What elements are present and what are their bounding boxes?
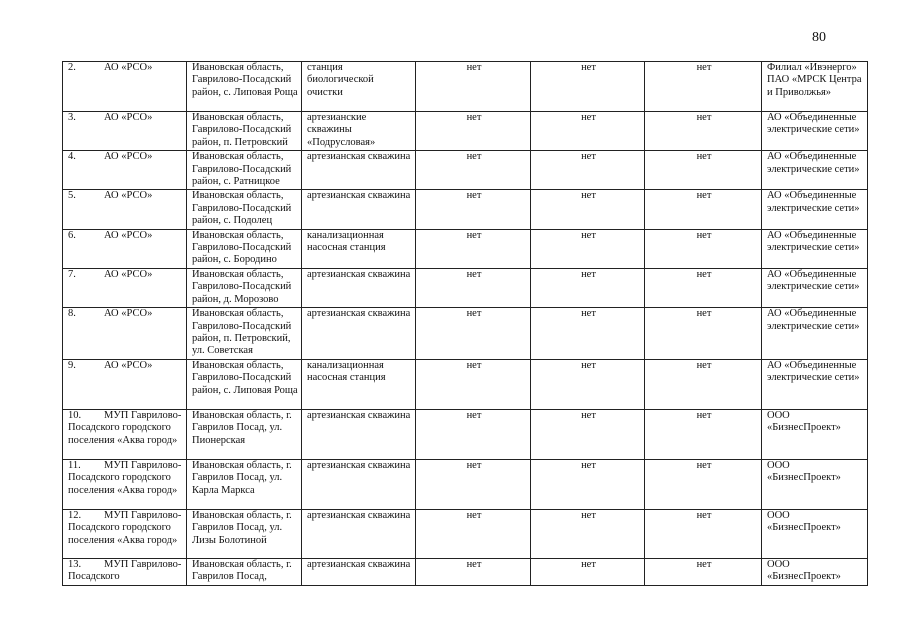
object-cell: канализационная насосная станция	[302, 359, 416, 409]
table-row	[63, 190, 868, 229]
flag-cell: нет	[645, 229, 762, 268]
flag-cell: нет	[531, 229, 645, 268]
org-name: АО «РСО»	[104, 151, 153, 163]
org-name: АО «РСО»	[104, 268, 153, 280]
address-cell: Ивановская область, г. Гаврилов Посад,	[187, 558, 302, 585]
table-row	[63, 459, 868, 509]
flag-cell: нет	[531, 308, 645, 360]
org-name: АО «РСО»	[104, 359, 153, 371]
address-cell: Ивановская область, Гаврилово-Посадский район, п. Петровский, ул. Советская	[187, 308, 302, 360]
flag-cell: нет	[645, 151, 762, 190]
flag-cell: нет	[645, 459, 762, 509]
row-number: 8.	[68, 308, 76, 320]
org-cell	[63, 112, 187, 151]
infrastructure-table	[62, 61, 868, 586]
supplier-cell: АО «Объединенные электрические сети»	[762, 151, 868, 190]
table-row	[63, 409, 868, 459]
object-cell: артезианская скважина	[302, 190, 416, 229]
org-name: АО «РСО»	[104, 112, 153, 123]
flag-cell: нет	[645, 268, 762, 307]
row-number: 11.	[68, 459, 81, 471]
flag-cell: нет	[531, 62, 645, 112]
object-cell: станция биологической очистки	[302, 62, 416, 112]
flag-cell: нет	[645, 112, 762, 151]
table-row	[63, 558, 868, 585]
flag-cell: нет	[531, 558, 645, 585]
flag-cell: нет	[645, 62, 762, 112]
table-row	[63, 359, 868, 409]
object-cell: канализационная насосная станция	[302, 229, 416, 268]
address-cell: Ивановская область, Гаврилово-Посадский район, с. Ратницкое	[187, 151, 302, 190]
address-cell: Ивановская область, г. Гаврилов Посад, ул. Карла Маркса	[187, 459, 302, 509]
flag-cell: нет	[416, 308, 531, 360]
row-number: 5.	[68, 190, 76, 202]
table-row	[63, 151, 868, 190]
supplier-cell: АО «Объединенные электрические сети»	[762, 229, 868, 268]
flag-cell: нет	[531, 509, 645, 558]
supplier-cell: АО «Объединенные электрические сети»	[762, 308, 868, 360]
object-cell: артезианская скважина	[302, 151, 416, 190]
table-row	[63, 62, 868, 112]
flag-cell: нет	[645, 558, 762, 585]
address-cell: Ивановская область, Гаврилово-Посадский район, д. Морозово	[187, 268, 302, 307]
address-cell: Ивановская область, Гаврилово-Посадский район, с. Подолец	[187, 190, 302, 229]
object-cell: артезианская скважина	[302, 558, 416, 585]
flag-cell: нет	[531, 409, 645, 459]
table-row	[63, 509, 868, 558]
supplier-cell: ООО «БизнесПроект»	[762, 509, 868, 558]
row-number: 4.	[68, 151, 76, 163]
flag-cell: нет	[416, 558, 531, 585]
row-number: 2.	[68, 62, 76, 73]
org-cell	[63, 308, 187, 360]
supplier-cell: АО «Объединенные электрические сети»	[762, 359, 868, 409]
flag-cell: нет	[416, 229, 531, 268]
object-cell: артезианская скважина	[302, 459, 416, 509]
supplier-cell: ООО «БизнесПроект»	[762, 459, 868, 509]
address-cell: Ивановская область, г. Гаврилов Посад, ул. Лизы Болотиной	[187, 509, 302, 558]
org-name: МУП Гаврилово-Посадского городского поселения «Аква город»	[68, 459, 182, 496]
supplier-cell: АО «Объединенные электрические сети»	[762, 112, 868, 151]
org-name: МУП Гаврилово-Посадского городского поселения «Аква город»	[68, 409, 182, 446]
flag-cell: нет	[645, 308, 762, 360]
flag-cell: нет	[416, 151, 531, 190]
flag-cell: нет	[416, 190, 531, 229]
flag-cell: нет	[416, 509, 531, 558]
flag-cell: нет	[531, 359, 645, 409]
row-number: 13.	[68, 558, 82, 570]
flag-cell: нет	[531, 151, 645, 190]
flag-cell: нет	[645, 359, 762, 409]
supplier-cell: АО «Объединенные электрические сети»	[762, 190, 868, 229]
row-number: 3.	[68, 112, 76, 123]
org-cell	[63, 359, 187, 409]
row-number: 9.	[68, 359, 76, 371]
flag-cell: нет	[531, 268, 645, 307]
supplier-cell: Филиал «Ивэнерго» ПАО «МРСК Центра и Приволжья»	[762, 62, 868, 112]
row-number: 6.	[68, 229, 76, 241]
table-row	[63, 308, 868, 360]
flag-cell: нет	[416, 268, 531, 307]
object-cell: артезианская скважина	[302, 509, 416, 558]
row-number: 12.	[68, 509, 82, 521]
org-cell	[63, 151, 187, 190]
org-name: АО «РСО»	[104, 308, 153, 320]
flag-cell: нет	[531, 459, 645, 509]
org-cell	[63, 190, 187, 229]
flag-cell: нет	[416, 112, 531, 151]
address-cell: Ивановская область, г. Гаврилов Посад, ул. Пионерская	[187, 409, 302, 459]
flag-cell: нет	[531, 112, 645, 151]
address-cell: Ивановская область, Гаврилово-Посадский район, с. Липовая Роща	[187, 62, 302, 112]
object-cell: артезианская скважина	[302, 308, 416, 360]
address-cell: Ивановская область, Гаврилово-Посадский район, с. Бородино	[187, 229, 302, 268]
address-cell: Ивановская область, Гаврилово-Посадский район, с. Липовая Роща	[187, 359, 302, 409]
org-cell	[63, 459, 187, 509]
address-cell: Ивановская область, Гаврилово-Посадский район, п. Петровский	[187, 112, 302, 151]
table-row	[63, 229, 868, 268]
org-name: МУП Гаврилово-Посадского городского поселения «Аква город»	[68, 509, 182, 546]
supplier-cell: ООО «БизнесПроект»	[762, 558, 868, 585]
row-number: 7.	[68, 268, 76, 280]
org-cell	[63, 268, 187, 307]
flag-cell: нет	[416, 62, 531, 112]
flag-cell: нет	[645, 190, 762, 229]
org-cell	[63, 409, 187, 459]
supplier-cell: ООО «БизнесПроект»	[762, 409, 868, 459]
org-name: МУП Гаврилово-Посадского	[68, 558, 182, 583]
flag-cell: нет	[416, 359, 531, 409]
org-name: АО «РСО»	[104, 229, 153, 241]
org-cell	[63, 558, 187, 585]
table-row	[63, 268, 868, 307]
flag-cell: нет	[531, 190, 645, 229]
org-cell	[63, 229, 187, 268]
flag-cell: нет	[645, 509, 762, 558]
org-cell	[63, 509, 187, 558]
row-number: 10.	[68, 409, 82, 421]
page-number: 80	[812, 30, 826, 45]
org-name: АО «РСО»	[104, 190, 153, 202]
supplier-cell: АО «Объединенные электрические сети»	[762, 268, 868, 307]
object-cell: артезианские скважины «Подрусловая»	[302, 112, 416, 151]
object-cell: артезианская скважина	[302, 268, 416, 307]
flag-cell: нет	[416, 459, 531, 509]
table-row	[63, 112, 868, 151]
object-cell: артезианская скважина	[302, 409, 416, 459]
org-name: АО «РСО»	[104, 62, 153, 73]
flag-cell: нет	[645, 409, 762, 459]
org-cell	[63, 62, 187, 112]
flag-cell: нет	[416, 409, 531, 459]
